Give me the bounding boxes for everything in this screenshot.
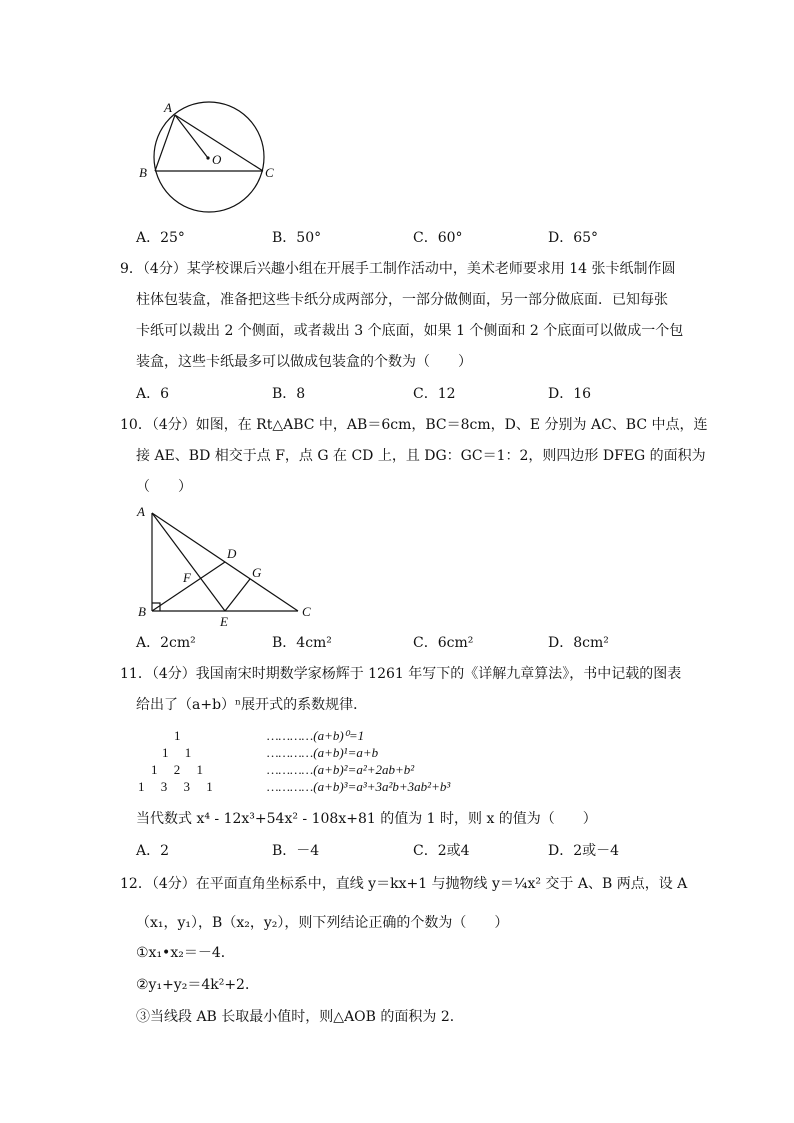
segment-ae [152, 513, 225, 611]
q8-option-d[interactable]: D．65° [548, 230, 599, 246]
label-f: F [183, 570, 191, 585]
q9-option-d[interactable]: D．16 [548, 386, 592, 402]
label-b: B [139, 165, 147, 180]
q9-text-line: 卡纸可以裁出 2 个侧面，或者裁出 3 个底面，如果 1 个侧面和 2 个底面可以做成一个包 [136, 323, 684, 339]
triangle-figure [0, 495, 794, 635]
circle-figure [0, 0, 794, 230]
q10-option-c[interactable]: C．6cm² [413, 635, 474, 651]
q10-text-line: 10．（4分）如图，在 Rt△ABC 中，AB＝6cm，BC＝8cm，D、E 分别为 AC、BC 中点，连 [120, 417, 708, 433]
segment-ao [175, 115, 208, 158]
center-point [206, 156, 209, 159]
pascal-row: 1 1 [162, 745, 192, 760]
q9-text-line: 装盒，这些卡纸最多可以做成包装盒的个数为（ ） [136, 354, 472, 370]
pascal-row: 1 3 3 1 [138, 779, 213, 794]
q10-text-line: （ ） [136, 479, 192, 495]
q11-option-b[interactable]: B．－4 [272, 843, 320, 859]
q10-text-line: 接 AE、BD 相交于点 F，点 G 在 CD 上，且 DG：GC＝1：2，则四边形 DFEG 的面积为 [136, 448, 706, 464]
segment-eg [225, 579, 250, 611]
q11-option-c[interactable]: C．2或4 [413, 843, 470, 859]
q12-text-line: 12．（4分）在平面直角坐标系中，直线 y＝kx+1 与抛物线 y＝¼x² 交于 A、B 两点，设 A [120, 876, 688, 892]
q12-statement-3: ③当线段 AB 长取最小值时，则△AOB 的面积为 2． [136, 1009, 464, 1025]
label-b: B [138, 604, 146, 619]
expansion-row: …………(a+b)³=a³+3a²b+3ab²+b³ [267, 779, 451, 794]
q12-text-line: （x₁，y₁），B（x₂，y₂），则下列结论正确的个数为（ ） [136, 915, 509, 931]
pascal-row: 1 [174, 728, 181, 743]
q9-option-c[interactable]: C．12 [413, 386, 456, 402]
q9-text-line: 9．（4分）某学校课后兴趣小组在开展手工制作活动中，美术老师要求用 14 张卡纸制作圆 [120, 261, 676, 277]
q11-question: 当代数式 x⁴ - 12x³+54x² - 108x+81 的值为 1 时，则 x 的值为（ ） [136, 811, 597, 827]
q10-option-b[interactable]: B．4cm² [272, 635, 332, 651]
q8-option-b[interactable]: B．50° [272, 230, 322, 246]
label-a: A [164, 100, 172, 115]
q11-option-d[interactable]: D．2或－4 [548, 843, 620, 859]
label-e: E [220, 614, 228, 629]
q10-option-d[interactable]: D．8cm² [548, 635, 609, 651]
label-d: D [227, 546, 237, 561]
q12-statement-1: ①x₁•x₂＝－4． [136, 945, 235, 961]
label-c: C [265, 165, 274, 180]
expansion-row: …………(a+b)²=a²+2ab+b² [267, 762, 415, 777]
q9-text-line: 柱体包装盒，准备把这些卡纸分成两部分，一部分做侧面，另一部分做底面．已知每张 [136, 292, 668, 308]
expansion-row: …………(a+b)⁰=1 [267, 728, 365, 743]
q8-option-c[interactable]: C．60° [413, 230, 463, 246]
q12-statement-2: ②y₁+y₂＝4k²+2． [136, 977, 259, 993]
q9-option-b[interactable]: B．8 [272, 386, 306, 402]
q10-option-a[interactable]: A．2cm² [136, 635, 196, 651]
q9-option-a[interactable]: A．6 [136, 386, 170, 402]
label-c: C [302, 604, 311, 619]
expansion-row: …………(a+b)¹=a+b [267, 745, 379, 760]
label-o: O [212, 152, 222, 167]
pascal-row: 1 2 1 [151, 762, 204, 777]
label-a: A [137, 504, 145, 519]
label-g: G [252, 565, 262, 580]
q11-option-a[interactable]: A．2 [136, 843, 170, 859]
q11-text-line: 给出了（a+b）ⁿ展开式的系数规律． [136, 697, 368, 713]
q8-option-a[interactable]: A．25° [136, 230, 185, 246]
q11-text-line: 11．（4分）我国南宋时期数学家杨辉于 1261 年写下的《详解九章算法》，书中记载的图表 [120, 666, 682, 682]
